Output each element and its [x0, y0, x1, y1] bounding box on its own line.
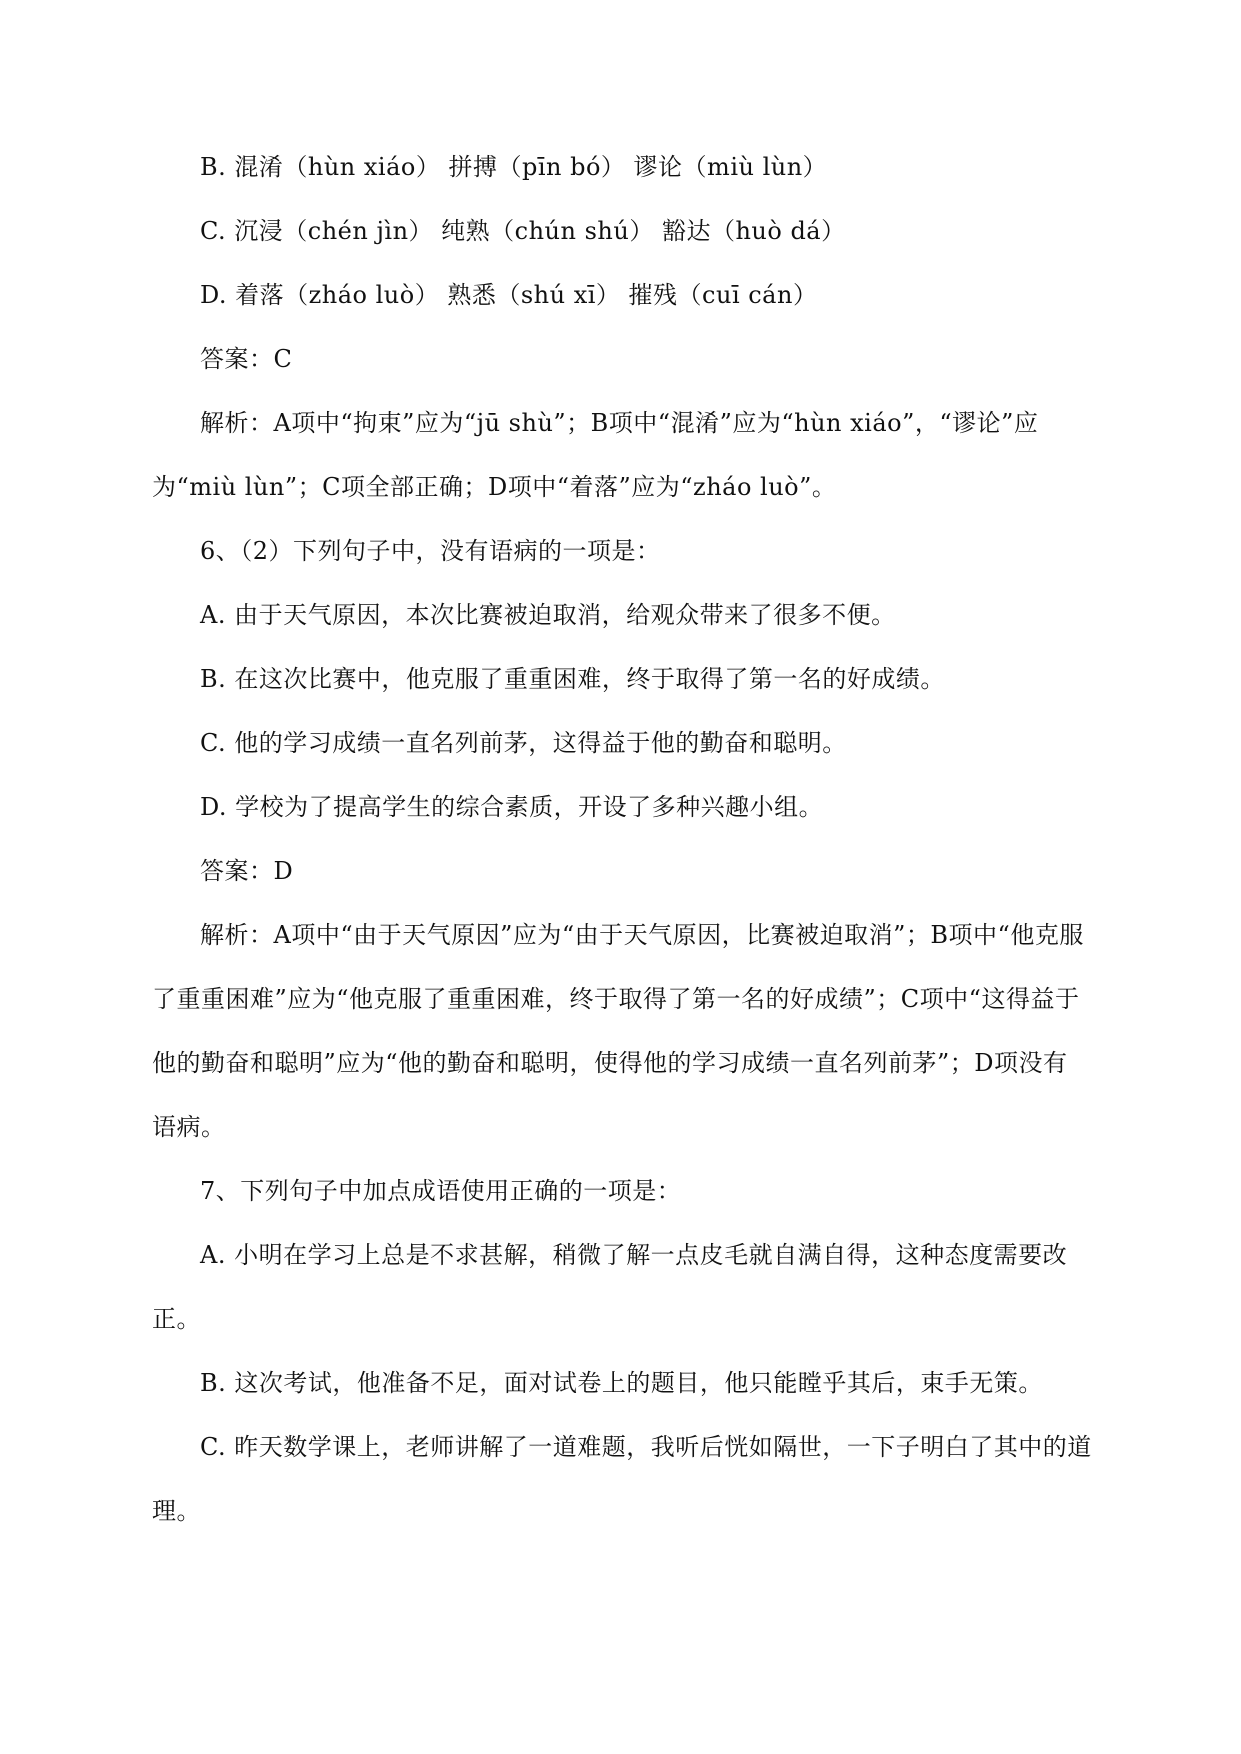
question-6-option-c: C. 他的学习成绩一直名列前茅，这得益于他的勤奋和聪明。	[200, 729, 847, 757]
question-7-option-b: B. 这次考试，他准备不足，面对试卷上的题目，他只能瞠乎其后，束手无策。	[200, 1369, 1043, 1397]
explanation-6: 解析：A项中“由于天气原因”应为“由于天气原因，比赛被迫取消”；B项中“他克服了重重困难”应为“他克服了重重困难，终于取得了第一名的好成绩”；C项中“这得益于他的勤奋和聪明”应为“他的勤奋和聪明，使得他的学习成绩一直名列前茅”；D项没有语病。	[152, 921, 1084, 1141]
question-6-option-b: B. 在这次比赛中，他克服了重重困难，终于取得了第一名的好成绩。	[200, 665, 945, 693]
option-b-pinyin: B. 混淆（hùn xiáo） 拼搏（pīn bó） 谬论（miù lùn）	[200, 153, 828, 181]
explanation-5: 解析：A项中“拘束”应为“jū shù”；B项中“混淆”应为“hùn xiáo”，“谬论”应为“miù lùn”；C项全部正确；D项中“着落”应为“zháo luò”。	[152, 409, 1039, 501]
question-6-option-d: D. 学校为了提高学生的综合素质，开设了多种兴趣小组。	[200, 793, 824, 821]
question-7-option-c: C. 昨天数学课上，老师讲解了一道难题，我听后恍如隔世，一下子明白了其中的道理。	[152, 1433, 1092, 1525]
option-d-pinyin: D. 着落（zháo luò） 熟悉（shú xī） 摧残（cuī cán）	[200, 281, 818, 309]
question-7-option-a: A. 小明在学习上总是不求甚解，稍微了解一点皮毛就自满自得，这种态度需要改正。	[152, 1241, 1068, 1333]
question-7-stem: 7、下列句子中加点成语使用正确的一项是：	[200, 1177, 682, 1205]
question-6-stem: 6、（2）下列句子中，没有语病的一项是：	[200, 537, 661, 565]
answer-5: 答案：C	[200, 345, 293, 373]
answer-6: 答案：D	[200, 857, 294, 885]
question-6-option-a: A. 由于天气原因，本次比赛被迫取消，给观众带来了很多不便。	[200, 601, 896, 629]
option-c-pinyin: C. 沉浸（chén jìn） 纯熟（chún shú） 豁达（huò dá）	[200, 217, 846, 245]
